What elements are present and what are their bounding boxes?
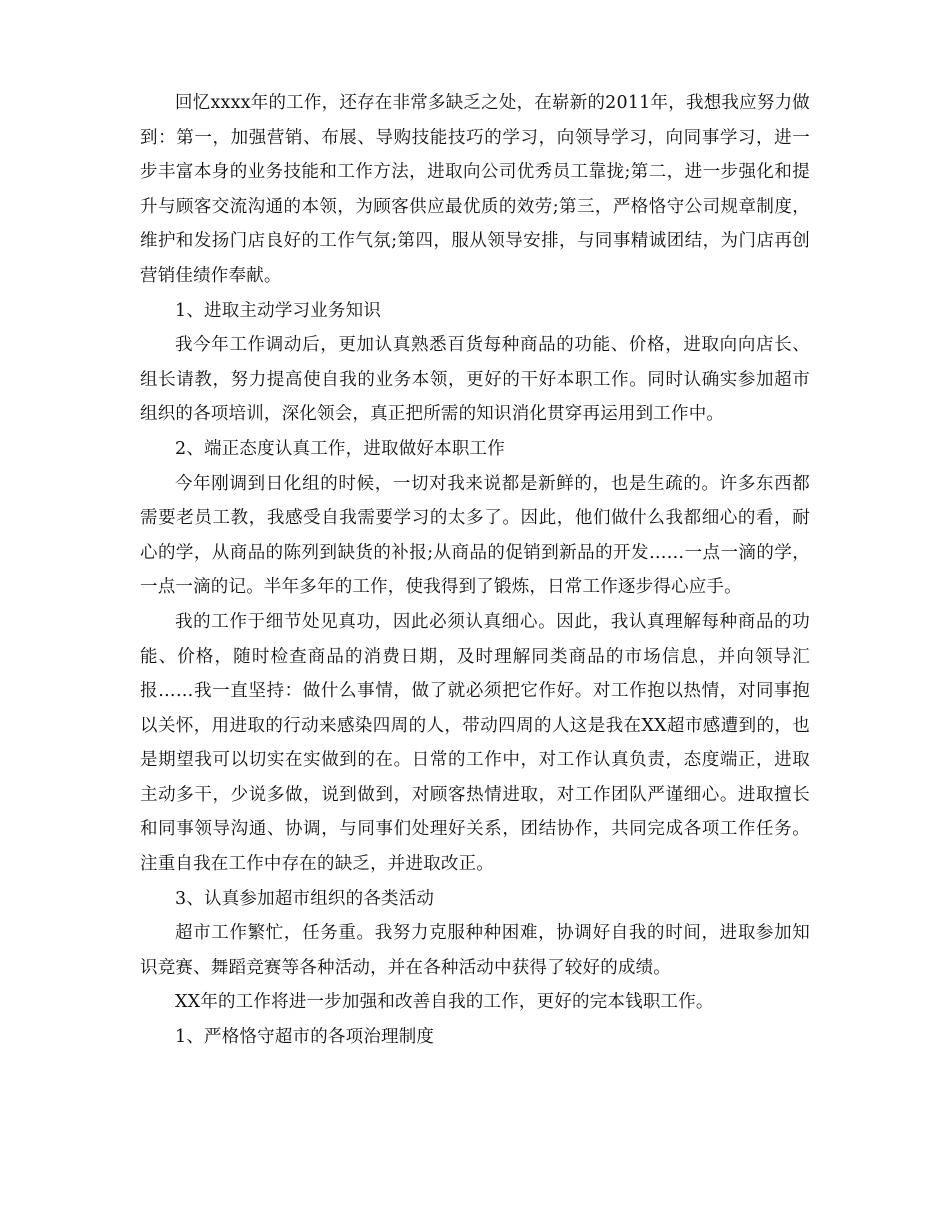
paragraph-activities: 超市工作繁忙，任务重。我努力克服种种困难，协调好自我的时间，进取参加知识竞赛、舞蹈竞赛等各种活动，并在各种活动中获得了较好的成绩。 <box>140 923 810 978</box>
section-heading-attitude: 2、端正态度认真工作，进取做好本职工作 <box>175 438 505 459</box>
section-heading-study: 1、进取主动学习业务知识 <box>175 300 382 321</box>
paragraph-attitude-2: 我的工作于细节处见真功，因此必须认真细心。因此，我认真理解每种商品的功能、价格，随时检查商品的消费日期，及时理解同类商品的市场信息，并向领导汇报……我一直坚持：做什么事情，做了就必须把它作好。对工作抱以热情，对同事抱以关怀，用进取的行动来感染四周的人，带动四周的人这是我在XX超市感遭到的，也是期望我可以切实在实做到的在。日常的工作中，对工作认真负责，态度端正，进取主动多干，少说多做，说到做到，对顾客热情进取，对工作团队严谨细心。进取擅长和同事领导沟通、协调，与同事们处理好关系，团结协作，共同完成各项工作任务。注重自我在工作中存在的缺乏，并进取改正。 <box>140 611 810 875</box>
paragraph-attitude-1: 今年刚调到日化组的时候，一切对我来说都是新鲜的，也是生疏的。许多东西都需要老员工教，我感受自我需要学习的太多了。因此，他们做什么我都细心的看，耐心的学，从商品的陈列到缺货的补报;从商品的促销到新品的开发……一点一滴的学，一点一滴的记。半年多年的工作，使我得到了锻炼，日常工作逐步得心应手。 <box>140 473 810 598</box>
paragraph-study: 我今年工作调动后，更加认真熟悉百货每种商品的功能、价格，进取向向店长、组长请教，努力提高使自我的业务本领，更好的干好本职工作。同时认确实参加超市组织的各项培训，深化领会，真正把所需的知识消化贯穿再运用到工作中。 <box>140 335 810 425</box>
section-heading-activities: 3、认真参加超市组织的各类活动 <box>175 888 435 909</box>
paragraph-review: 回忆xxxx年的工作，还存在非常多缺乏之处，在崭新的2011年，我想我应努力做到：第一，加强营销、布展、导购技能技巧的学习，向领导学习，向同事学习，进一步丰富本身的业务技能和工作方法，进取向公司优秀员工靠拢;第二，进一步强化和提升与顾客交流沟通的本领，为顾客供应最优质的效劳;第三，严格恪守公司规章制度，维护和发扬门店良好的工作气氛;第四，服从领导安排，与同事精诚团结，为门店再创营销佳绩作奉献。 <box>140 93 810 286</box>
document-body <box>140 86 810 1055</box>
section-heading-rules: 1、严格恪守超市的各项治理制度 <box>175 1027 435 1048</box>
paragraph-next-year: XX年的工作将进一步加强和改善自我的工作，更好的完本钱职工作。 <box>175 992 714 1013</box>
